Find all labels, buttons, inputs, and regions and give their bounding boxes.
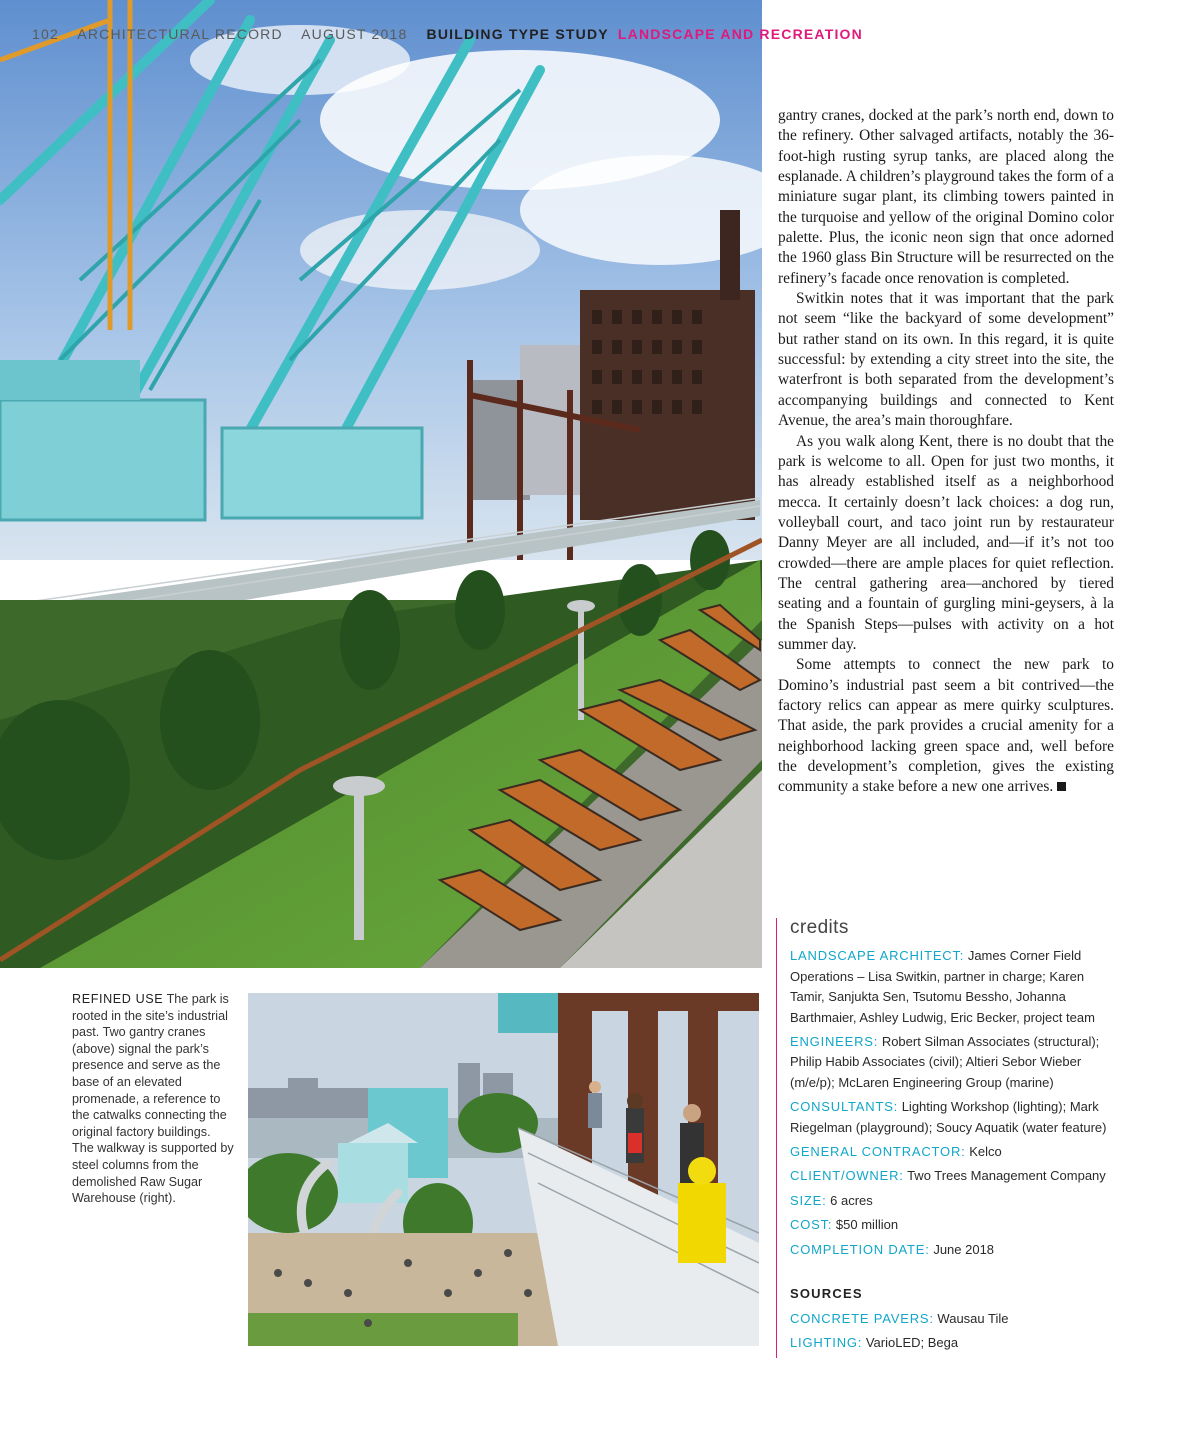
- caption-heading: REFINED USE: [72, 992, 164, 1006]
- paragraph-text: Some attempts to connect the new park to Domino’s industrial past seem a bit contrived—the factory relics can appear as mere quirky sculptures. That aside, the park provides a crucial amenity for a neighborhood lacking green space and, well before the development’s completion, gives the existing community a stake before a new one arrives.: [778, 656, 1114, 796]
- credit-entry: [790, 946, 1120, 1028]
- playground-photo: [248, 993, 759, 1346]
- credit-value: $50 million: [835, 1217, 899, 1233]
- photo-caption: [72, 991, 234, 1207]
- credit-label: GENERAL CONTRACTOR:: [790, 1144, 966, 1160]
- credits-title: credits: [790, 917, 849, 938]
- credit-label: COMPLETION DATE:: [790, 1241, 930, 1257]
- source-label: CONCRETE PAVERS:: [790, 1310, 934, 1326]
- hero-photo-illustration: [0, 0, 762, 968]
- credit-value: June 2018: [933, 1241, 995, 1257]
- source-entry: [790, 1309, 1120, 1329]
- credit-entry: [790, 1032, 1120, 1093]
- credit-entry: [790, 1097, 1120, 1138]
- article-body: [778, 106, 1114, 798]
- page-number: 102: [32, 26, 59, 42]
- credit-value: Robert Silman Associates (structural); Philip Habib Associates (civil); Altieri Sebor Wieber (m/e/p); McLaren Engineering Group (marine): [790, 1034, 1100, 1090]
- category-label: BUILDING TYPE STUDY: [426, 26, 609, 42]
- credits-box: [776, 918, 1120, 1358]
- credit-entry: [790, 1215, 1120, 1235]
- credit-label: CLIENT/OWNER:: [790, 1168, 904, 1184]
- hero-photo: [0, 0, 762, 968]
- credit-entry: [790, 1240, 1120, 1260]
- paragraph: Switkin notes that it was important that the park not seem “like the backyard of some development” but rather stand on its own. In this regard, it is quite successful: by extending a city street into the site, the waterfront is both separated from the development’s accompanying buildings and connected to Kent Avenue, the area’s main thoroughfare.: [778, 290, 1114, 430]
- sources-title: SOURCES: [790, 1286, 863, 1302]
- credit-label: SIZE:: [790, 1192, 827, 1208]
- credit-value: Lighting Workshop (lighting); Mark Riegelman (playground); Soucy Aquatik (water feature): [790, 1099, 1107, 1135]
- credit-label: CONSULTANTS:: [790, 1099, 899, 1115]
- credit-entry: [790, 1191, 1120, 1211]
- section-label: LANDSCAPE AND RECREATION: [617, 26, 863, 42]
- issue-date: AUGUST 2018: [301, 26, 408, 42]
- source-value: Wausau Tile: [937, 1310, 1009, 1326]
- credit-value: James Corner Field Operations – Lisa Switkin, partner in charge; Karen Tamir, Sanjukta Sen, Tsutomu Bessho, Johanna Barthmaier, Ashley Ludwig, Eric Becker, project team: [790, 948, 1095, 1025]
- playground-photo-illustration: [248, 993, 759, 1346]
- credit-label: COST:: [790, 1217, 833, 1233]
- running-header: [32, 26, 877, 42]
- paragraph: gantry cranes, docked at the park’s north end, down to the refinery. Other salvaged artifacts, notably the 36-foot-high rusting syrup tanks, are placed along the esplanade. A children’s playground takes the form of a miniature sugar plant, its climbing towers painted in the turquoise and yellow of the original Domino color palette. Plus, the iconic neon sign that once adorned the 1960 glass Bin Structure will be resurrected on the refinery’s facade once renovation is completed.: [778, 107, 1114, 287]
- credit-label: ENGINEERS:: [790, 1034, 879, 1050]
- paragraph: As you walk along Kent, there is no doubt that the park is welcome to all. Open for just two months, it has already established itself as a neighborhood mecca. It certainly doesn’t lack choices: a dog run, volleyball court, and taco joint run by restaurateur Danny Meyer are all included, and—if it’s not too crowded—there are ample places for quiet reflection. The central gathering area—anchored by tiered seating and a fountain of gurgling mini-geysers, à la the Spanish Steps—pulses with activity on a hot summer day.: [778, 432, 1114, 653]
- credit-entry: [790, 1142, 1120, 1162]
- source-value: VarioLED; Bega: [865, 1334, 959, 1350]
- source-entry: [790, 1333, 1120, 1353]
- source-label: LIGHTING:: [790, 1334, 863, 1350]
- credit-value: Two Trees Management Company: [907, 1168, 1106, 1184]
- credit-value: Kelco: [969, 1144, 1002, 1160]
- caption-text: The park is rooted in the site’s industrial past. Two gantry cranes (above) signal the park’s presence and serve as the base of an elevated promenade, a reference to the catwalks connecting the original factory buildings. The walkway is supported by steel columns from the demolished Raw Sugar Warehouse (right).: [72, 992, 234, 1206]
- credit-value: 6 acres: [830, 1192, 873, 1208]
- credit-label: LANDSCAPE ARCHITECT:: [790, 948, 965, 964]
- credit-entry: [790, 1166, 1120, 1186]
- end-mark-icon: [1057, 782, 1066, 791]
- publication-name: ARCHITECTURAL RECORD: [77, 26, 283, 42]
- paragraph: [778, 655, 1114, 797]
